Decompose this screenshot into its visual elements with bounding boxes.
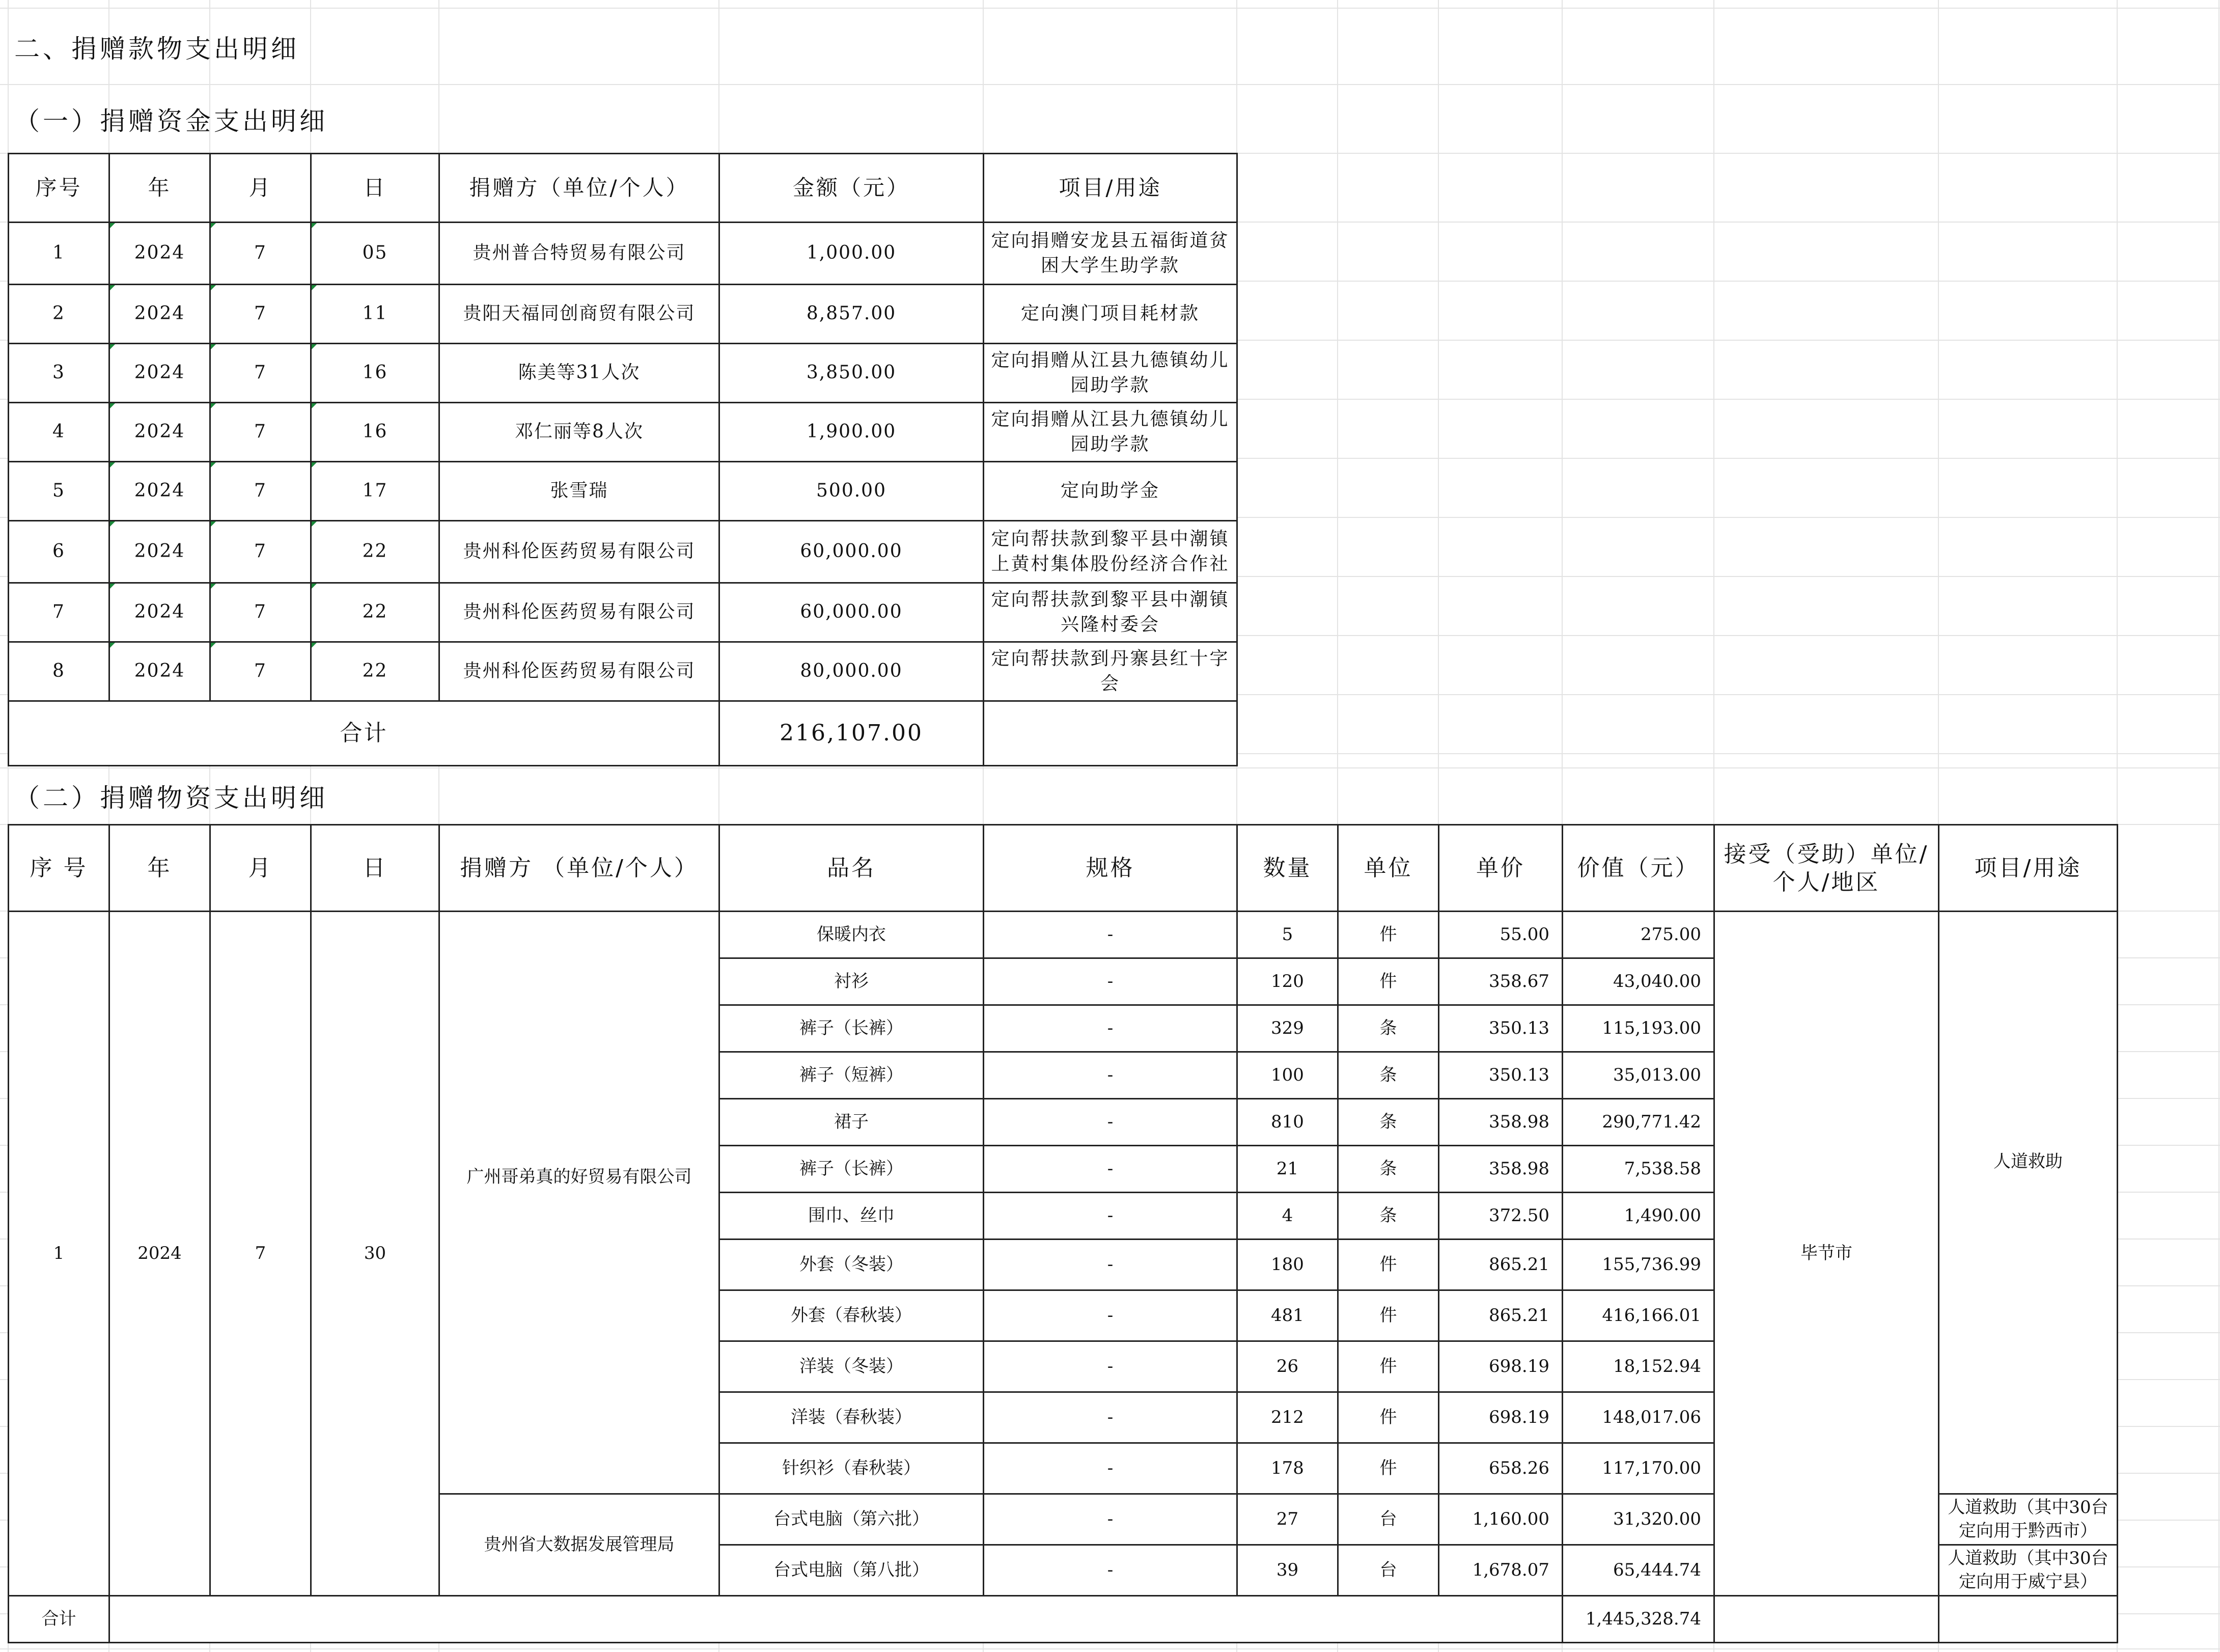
goods-donor-2: 贵州省大数据发展管理局 [439,1494,719,1596]
table-row [9,912,2118,958]
header-day: 日 [311,154,439,223]
goods-item-spec: - [984,1005,1237,1052]
goods-row-day: 30 [311,912,439,1596]
goods-header-value: 价值（元） [1563,825,1714,912]
goods-row-no: 1 [9,912,109,1596]
goods-item-price: 865.21 [1439,1240,1563,1290]
cash-row-purpose: 定向帮扶款到黎平县中潮镇兴隆村委会 [984,583,1237,642]
cash-row-purpose: 定向帮扶款到丹寨县红十字会 [984,642,1237,701]
cash-row-no: 1 [9,223,109,285]
goods-item-unit: 件 [1338,1392,1439,1443]
goods-item-unit: 条 [1338,1005,1439,1052]
goods-total-empty-1 [1714,1596,1939,1643]
goods-total-value: 1,445,328.74 [1563,1596,1714,1643]
cash-row-no: 5 [9,462,109,521]
goods-item-unit: 条 [1338,1193,1439,1240]
goods-item-name: 外套（冬装） [719,1240,984,1290]
table-row [9,521,1237,583]
goods-item-name: 围巾、丝巾 [719,1193,984,1240]
goods-item-unit: 台 [1338,1545,1439,1596]
cash-row-no: 8 [9,642,109,701]
cash-row-month: 7 [210,403,311,462]
goods-item-qty: 21 [1237,1146,1338,1193]
goods-section-heading: （二）捐赠物资支出明细 [14,783,328,813]
cash-row-donor: 贵阳天福同创商贸有限公司 [439,285,719,344]
goods-item-qty: 178 [1237,1443,1338,1494]
cash-row-year: 2024 [109,344,210,403]
goods-item-spec: - [984,1146,1237,1193]
goods-item-spec: - [984,1341,1237,1392]
goods-item-value: 7,538.58 [1563,1146,1714,1193]
goods-item-value: 275.00 [1563,912,1714,958]
cash-row-amount: 80,000.00 [719,642,984,701]
goods-item-unit: 件 [1338,1290,1439,1341]
cash-section-heading: （一）捐赠资金支出明细 [14,106,328,136]
goods-item-value: 290,771.42 [1563,1099,1714,1146]
goods-item-price: 372.50 [1439,1193,1563,1240]
cash-row-purpose: 定向帮扶款到黎平县中潮镇上黄村集体股份经济合作社 [984,521,1237,583]
goods-total-label: 合计 [9,1596,109,1643]
goods-item-value: 35,013.00 [1563,1052,1714,1099]
goods-row-year: 2024 [109,912,210,1596]
goods-item-spec: - [984,1099,1237,1146]
goods-header-month: 月 [210,825,311,912]
goods-item-spec: - [984,1443,1237,1494]
goods-item-value: 43,040.00 [1563,958,1714,1005]
goods-item-spec: - [984,958,1237,1005]
cash-row-no: 7 [9,583,109,642]
header-month: 月 [210,154,311,223]
cash-row-amount: 8,857.00 [719,285,984,344]
table-row [9,344,1237,403]
cash-row-year: 2024 [109,583,210,642]
goods-header-price: 单价 [1439,825,1563,912]
header-amount: 金额（元） [719,154,984,223]
cash-row-no: 2 [9,285,109,344]
goods-item-value: 416,166.01 [1563,1290,1714,1341]
cash-row-year: 2024 [109,223,210,285]
goods-item-spec: - [984,1240,1237,1290]
cash-row-donor: 陈美等31人次 [439,344,719,403]
goods-item-spec: - [984,912,1237,958]
table-row [9,583,1237,642]
cash-total-amount: 216,107.00 [719,701,984,766]
goods-item-qty: 4 [1237,1193,1338,1240]
goods-item-unit: 件 [1338,958,1439,1005]
goods-item-price: 358.67 [1439,958,1563,1005]
cash-row-month: 7 [210,285,311,344]
cash-row-donor: 张雪瑞 [439,462,719,521]
goods-header-purpose: 项目/用途 [1939,825,2118,912]
goods-item-spec: - [984,1545,1237,1596]
cash-row-month: 7 [210,462,311,521]
cash-row-day: 16 [311,344,439,403]
goods-item-qty: 120 [1237,958,1338,1005]
goods-item-price: 350.13 [1439,1005,1563,1052]
goods-item-name: 裤子（长裤） [719,1005,984,1052]
table-row [9,223,1237,285]
cash-row-amount: 1,900.00 [719,403,984,462]
goods-header-day: 日 [311,825,439,912]
goods-recipient: 毕节市 [1714,912,1939,1596]
cash-row-day: 11 [311,285,439,344]
goods-item-price: 55.00 [1439,912,1563,958]
goods-header-unit: 单位 [1338,825,1439,912]
goods-purpose-main: 人道救助 [1939,912,2118,1494]
table-row [9,642,1237,701]
goods-expense-table [8,824,2118,1643]
cash-row-amount: 60,000.00 [719,583,984,642]
goods-item-spec: - [984,1494,1237,1545]
goods-row-month: 7 [210,912,311,1596]
goods-header-no: 序 号 [9,825,109,912]
goods-item-price: 698.19 [1439,1341,1563,1392]
goods-item-price: 865.21 [1439,1290,1563,1341]
cash-row-month: 7 [210,642,311,701]
cash-row-no: 4 [9,403,109,462]
header-purpose: 项目/用途 [984,154,1237,223]
goods-purpose-pc2: 人道救助（其中30台定向用于威宁县） [1939,1545,2118,1596]
cash-row-day: 16 [311,403,439,462]
cash-expense-table [8,153,1238,766]
goods-item-unit: 条 [1338,1052,1439,1099]
cash-row-month: 7 [210,344,311,403]
cash-row-year: 2024 [109,521,210,583]
goods-item-qty: 27 [1237,1494,1338,1545]
cash-row-year: 2024 [109,642,210,701]
goods-item-name: 裤子（短裤） [719,1052,984,1099]
cash-row-donor: 贵州科伦医药贸易有限公司 [439,521,719,583]
goods-item-qty: 5 [1237,912,1338,958]
goods-header-donor: 捐赠方 （单位/个人） [439,825,719,912]
cash-row-purpose: 定向捐赠安龙县五福街道贫困大学生助学款 [984,223,1237,285]
goods-item-qty: 481 [1237,1290,1338,1341]
goods-item-price: 350.13 [1439,1052,1563,1099]
cash-row-year: 2024 [109,403,210,462]
cash-row-purpose: 定向捐赠从江县九德镇幼儿园助学款 [984,403,1237,462]
cash-row-donor: 贵州科伦医药贸易有限公司 [439,642,719,701]
goods-item-unit: 台 [1338,1494,1439,1545]
cash-row-amount: 500.00 [719,462,984,521]
goods-item-unit: 条 [1338,1099,1439,1146]
goods-item-spec: - [984,1052,1237,1099]
goods-item-name: 洋装（春秋装） [719,1392,984,1443]
goods-item-name: 裤子（长裤） [719,1146,984,1193]
cash-row-purpose: 定向澳门项目耗材款 [984,285,1237,344]
goods-total-empty-2 [1939,1596,2118,1643]
goods-item-unit: 条 [1338,1146,1439,1193]
cash-row-amount: 3,850.00 [719,344,984,403]
goods-item-spec: - [984,1193,1237,1240]
cash-row-day: 22 [311,642,439,701]
goods-item-value: 18,152.94 [1563,1341,1714,1392]
cash-row-day: 17 [311,462,439,521]
cash-row-purpose: 定向捐赠从江县九德镇幼儿园助学款 [984,344,1237,403]
goods-item-value: 65,444.74 [1563,1545,1714,1596]
goods-item-qty: 212 [1237,1392,1338,1443]
goods-item-value: 155,736.99 [1563,1240,1714,1290]
goods-item-qty: 39 [1237,1545,1338,1596]
goods-item-unit: 件 [1338,1443,1439,1494]
goods-header-item-name: 品名 [719,825,984,912]
cash-row-month: 7 [210,521,311,583]
header-donor: 捐赠方（单位/个人） [439,154,719,223]
goods-item-name: 洋装（冬装） [719,1341,984,1392]
goods-item-price: 358.98 [1439,1099,1563,1146]
goods-item-value: 117,170.00 [1563,1443,1714,1494]
cash-row-month: 7 [210,223,311,285]
goods-item-name: 台式电脑（第六批） [719,1494,984,1545]
goods-item-value: 115,193.00 [1563,1005,1714,1052]
goods-item-value: 148,017.06 [1563,1392,1714,1443]
goods-item-price: 698.19 [1439,1392,1563,1443]
goods-item-unit: 件 [1338,912,1439,958]
cash-row-day: 05 [311,223,439,285]
cash-row-month: 7 [210,583,311,642]
cash-row-day: 22 [311,521,439,583]
table-row [9,285,1237,344]
goods-purpose-pc1: 人道救助（其中30台定向用于黔西市） [1939,1494,2118,1545]
goods-item-name: 衬衫 [719,958,984,1005]
goods-header-qty: 数量 [1237,825,1338,912]
cash-row-amount: 60,000.00 [719,521,984,583]
goods-item-price: 1,160.00 [1439,1494,1563,1545]
goods-header-spec: 规格 [984,825,1237,912]
goods-total-span [109,1596,1563,1643]
table-row [9,462,1237,521]
cash-total-label: 合计 [9,701,719,766]
goods-item-value: 31,320.00 [1563,1494,1714,1545]
goods-header-recipient: 接受（受助）单位/个人/地区 [1714,825,1939,912]
goods-item-unit: 件 [1338,1341,1439,1392]
cash-row-donor: 邓仁丽等8人次 [439,403,719,462]
goods-item-spec: - [984,1290,1237,1341]
cash-row-day: 22 [311,583,439,642]
cash-row-donor: 贵州科伦医药贸易有限公司 [439,583,719,642]
cash-row-amount: 1,000.00 [719,223,984,285]
cash-total-empty [984,701,1237,766]
goods-item-qty: 180 [1237,1240,1338,1290]
goods-item-price: 1,678.07 [1439,1545,1563,1596]
cash-row-purpose: 定向助学金 [984,462,1237,521]
goods-item-qty: 100 [1237,1052,1338,1099]
cash-row-donor: 贵州普合特贸易有限公司 [439,223,719,285]
goods-item-price: 658.26 [1439,1443,1563,1494]
goods-item-name: 台式电脑（第八批） [719,1545,984,1596]
goods-item-name: 针织衫（春秋装） [719,1443,984,1494]
goods-item-qty: 810 [1237,1099,1338,1146]
goods-header-year: 年 [109,825,210,912]
table-row [9,403,1237,462]
page-title: 二、捐赠款物支出明细 [14,34,299,64]
goods-item-unit: 件 [1338,1240,1439,1290]
goods-item-price: 358.98 [1439,1146,1563,1193]
goods-item-name: 外套（春秋装） [719,1290,984,1341]
goods-item-spec: - [984,1392,1237,1443]
header-no: 序号 [9,154,109,223]
goods-item-value: 1,490.00 [1563,1193,1714,1240]
goods-item-name: 裙子 [719,1099,984,1146]
header-year: 年 [109,154,210,223]
goods-item-qty: 329 [1237,1005,1338,1052]
cash-row-year: 2024 [109,285,210,344]
goods-item-name: 保暖内衣 [719,912,984,958]
cash-row-no: 3 [9,344,109,403]
goods-donor-1: 广州哥弟真的好贸易有限公司 [439,912,719,1494]
cash-row-year: 2024 [109,462,210,521]
goods-item-qty: 26 [1237,1341,1338,1392]
cash-row-no: 6 [9,521,109,583]
